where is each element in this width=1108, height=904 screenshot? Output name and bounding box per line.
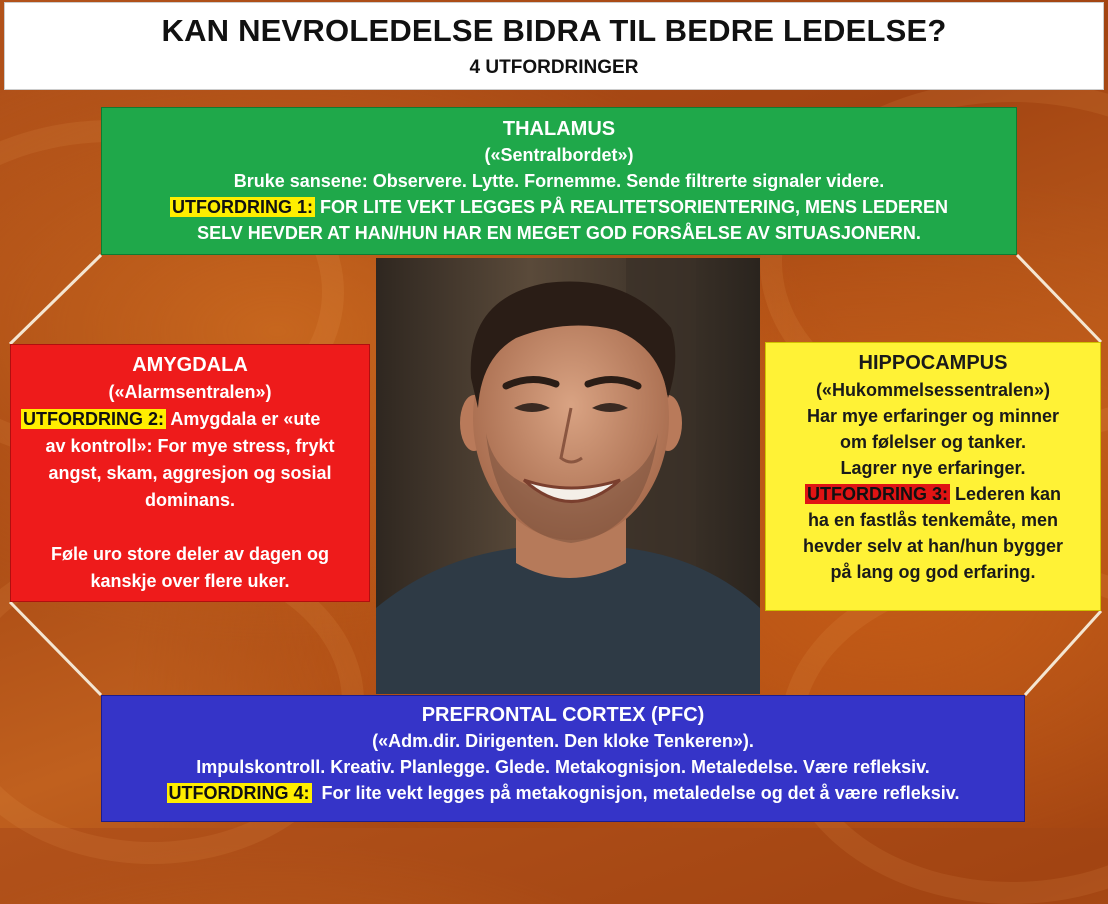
challenge-text: Lederen kan xyxy=(949,484,1062,504)
title-banner xyxy=(4,2,1104,90)
hippocampus-nickname: («Hukommelsessentralen») xyxy=(815,380,1051,400)
hippocampus-line: Har mye erfaringer og minner xyxy=(806,406,1060,426)
amygdala-line: dominans. xyxy=(144,490,235,510)
amygdala-extra-line: Føle uro store deler av dagen og xyxy=(50,544,330,564)
hippocampus-line: hevder selv at han/hun bygger xyxy=(802,536,1064,556)
amygdala-challenge xyxy=(21,406,359,433)
hippocampus-challenge xyxy=(776,481,1090,507)
hippocampus-line: ha en fastlås tenkemåte, men xyxy=(807,510,1059,530)
pfc-heading: PREFRONTAL CORTEX (PFC) xyxy=(421,704,705,726)
challenge-label: UTFORDRING 3: xyxy=(806,484,948,504)
hippocampus-line: Lagrer nye erfaringer. xyxy=(840,458,1026,478)
hippocampus-line: om følelser og tanker. xyxy=(839,432,1027,452)
challenge-text: For lite vekt legges på metakognisjon, metaledelse og det å være refleksiv. xyxy=(311,783,960,803)
thalamus-challenge xyxy=(102,194,1016,220)
thalamus-box xyxy=(101,107,1017,255)
thalamus-heading: THALAMUS xyxy=(502,118,616,140)
pfc-box xyxy=(101,695,1025,822)
pfc-nickname: («Adm.dir. Dirigenten. Den kloke Tenkeren»). xyxy=(372,731,754,751)
amygdala-spacer xyxy=(21,514,359,541)
page-subtitle: 4 UTFORDRINGER xyxy=(469,57,639,78)
page-title: KAN NEVROLEDELSE BIDRA TIL BEDRE LEDELSE? xyxy=(161,13,947,48)
hippocampus-line: på lang og god erfaring. xyxy=(830,562,1036,582)
amygdala-line: angst, skam, aggresjon og sosial xyxy=(48,463,332,483)
pfc-description: Impulskontroll. Kreativ. Planlegge. Glede. Metakognisjon. Metaledelse. Være refleksiv. xyxy=(196,757,930,777)
smiling-man-illustration xyxy=(376,258,760,694)
challenge-text: Amygdala er «ute xyxy=(166,409,321,429)
amygdala-line: av kontroll»: For mye stress, frykt xyxy=(45,436,335,456)
hippocampus-box xyxy=(765,342,1101,611)
thalamus-nickname: («Sentralbordet») xyxy=(484,145,634,165)
challenge-label: UTFORDRING 2: xyxy=(23,409,164,429)
amygdala-heading: AMYGDALA xyxy=(132,354,248,376)
amygdala-box xyxy=(10,344,370,602)
amygdala-extra-line: kanskje over flere uker. xyxy=(90,571,290,591)
thalamus-description: Bruke sansene: Observere. Lytte. Fornemme. Sende filtrerte signaler videre. xyxy=(233,171,885,191)
thalamus-challenge-continued: SELV HEVDER AT HAN/HUN HAR EN MEGET GOD FORSÅELSE AV SITUASJONERN. xyxy=(197,223,921,243)
hippocampus-heading: HIPPOCAMPUS xyxy=(858,352,1008,374)
challenge-label: UTFORDRING 1: xyxy=(171,197,313,217)
amygdala-nickname: («Alarmsentralen») xyxy=(108,382,272,402)
pfc-challenge xyxy=(102,780,1024,806)
portrait-image xyxy=(376,258,760,694)
challenge-label: UTFORDRING 4: xyxy=(168,783,310,803)
challenge-text: FOR LITE VEKT LEGGES PÅ REALITETSORIENTERING, MENS LEDEREN xyxy=(314,197,949,217)
